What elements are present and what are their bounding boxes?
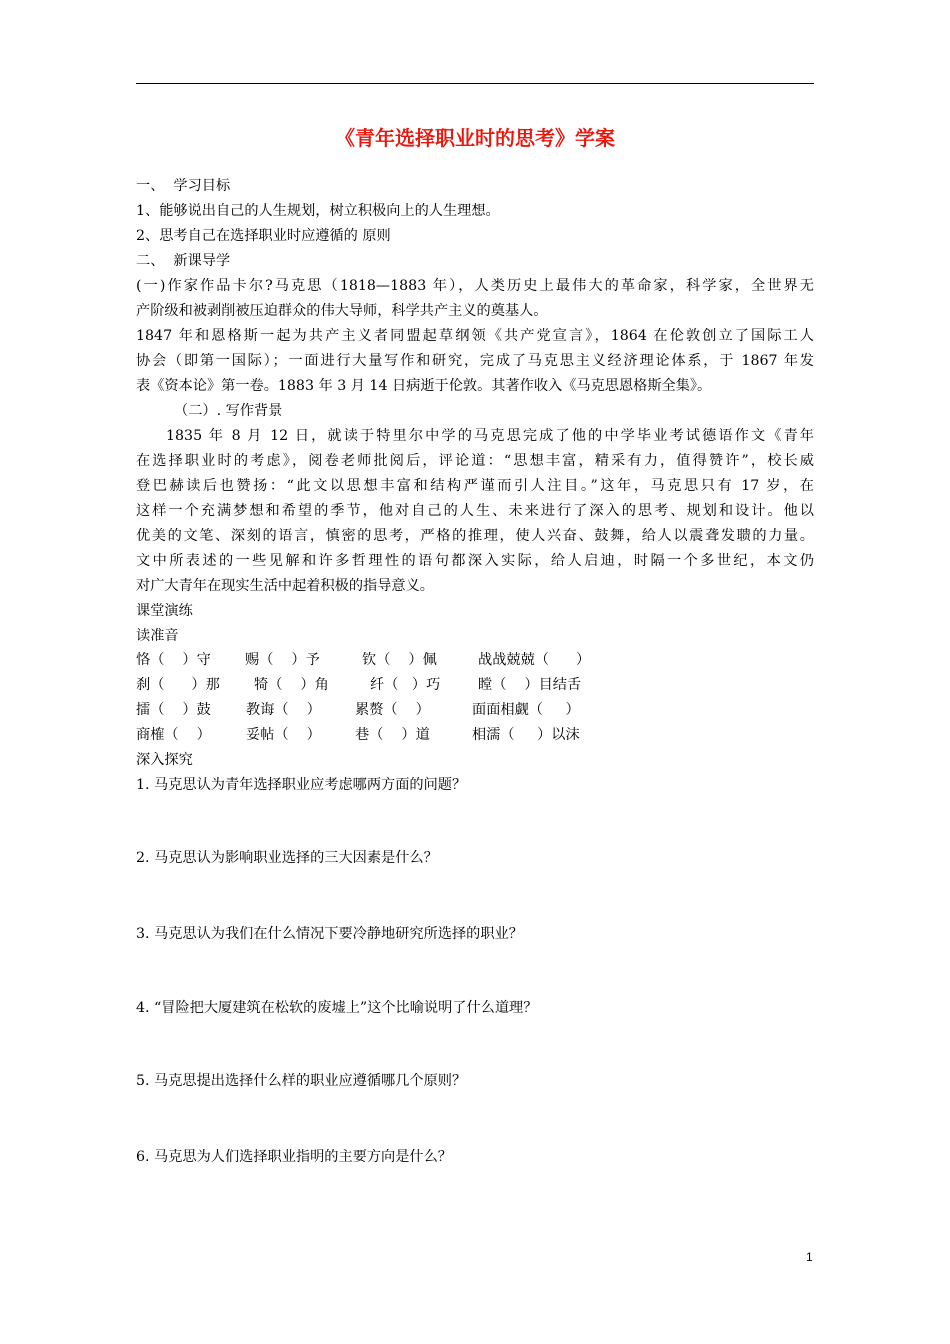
page-number: 1: [806, 1250, 813, 1264]
question-2: 2. 马克思认为影响职业选择的三大因素是什么？: [136, 850, 438, 866]
goals-heading: 一、 学习目标: [136, 178, 231, 194]
pinyin-item: 钦（ ）佩: [362, 652, 437, 668]
pinyin-item: 巷（ ）道: [355, 727, 430, 743]
pinyin-item: 瞠（ ）目结舌: [478, 677, 582, 693]
goal-item: 2、思考自己在选择职业时应遵循的 原则: [136, 228, 391, 244]
author-line: 协会（即第一国际）；一面进行大量写作和研究，完成了马克思主义经济理论体系，于 1867 年发: [136, 353, 814, 369]
background-line: 优美的文笔、深刻的语言，慎密的思考，严格的推理，使人兴奋、鼓舞，给人以震聋发聩的力量。: [136, 528, 814, 544]
pinyin-item: 教诲（ ）: [246, 702, 321, 718]
question-3: 3. 马克思认为我们在什么情况下要冷静地研究所选择的职业？: [136, 926, 523, 942]
author-line: (一)作家作品卡尔?马克思（1818—1883 年），人类历史上最伟大的革命家，科学家，全世界无: [136, 278, 814, 294]
pinyin-item: 恪（ ）守: [136, 652, 211, 668]
pinyin-item: 商榷（ ）: [136, 727, 211, 743]
question-5: 5. 马克思提出选择什么样的职业应遵循哪几个原则？: [136, 1073, 467, 1089]
pinyin-item: 妥帖（ ）: [246, 727, 321, 743]
practice-heading: 课堂演练: [136, 603, 193, 619]
pinyin-item: 累赘（ ）: [355, 702, 430, 718]
background-heading: （二）. 写作背景: [174, 403, 283, 419]
header-rule: [136, 83, 814, 84]
pinyin-item: 赐（ ）予: [245, 652, 320, 668]
goal-item: 1、能够说出自己的人生规划，树立积极向上的人生理想。: [136, 203, 500, 219]
background-line: 文中所表述的一些见解和许多哲理性的语句都深入实际，给人启迪，时隔一个多世纪，本文仍: [136, 553, 814, 569]
pinyin-row: [136, 648, 814, 673]
pinyin-item: 擂（ ）鼓: [136, 702, 211, 718]
pinyin-item: 面面相觑（ ）: [472, 702, 580, 718]
question-4: 4. “冒险把大厦建筑在松软的废墟上”这个比喻说明了什么道理？: [136, 1000, 538, 1016]
question-1: 1. 马克思认为青年选择职业应考虑哪两方面的问题？: [136, 777, 467, 793]
pinyin-row: [136, 698, 814, 723]
pinyin-heading: 读准音: [136, 628, 179, 644]
background-line: 1835 年 8 月 12 日，就读于特里尔中学的马克思完成了他的中学毕业考试德语作文《青年: [166, 428, 814, 444]
pinyin-row: [136, 723, 814, 748]
author-line: 表《资本论》第一卷。1883 年 3 月 14 日病逝于伦敦。其著作收入《马克思恩格斯全集》。: [136, 378, 712, 394]
newlesson-heading: 二、 新课导学: [136, 253, 231, 269]
pinyin-item: 刹（ ）那: [136, 677, 220, 693]
background-line: 在选择职业时的考虑》，阅卷老师批阅后，评论道：“思想丰富，精采有力，值得赞许”，校长威: [136, 453, 814, 469]
pinyin-row: [136, 673, 814, 698]
pinyin-item: 犄（ ）角: [254, 677, 329, 693]
question-6: 6. 马克思为人们选择职业指明的主要方向是什么？: [136, 1149, 452, 1165]
pinyin-item: 战战兢兢（ ）: [478, 652, 591, 668]
background-line: 对广大青年在现实生活中起着积极的指导意义。: [136, 578, 434, 594]
explore-heading: 深入探究: [136, 752, 193, 768]
background-line: 登巴赫读后也赞扬：“此文以思想丰富和结构严谨而引人注目。”这年，马克思只有 17 岁，在: [136, 478, 814, 494]
author-line: 产阶级和被剥削被压迫群众的伟大导师，科学共产主义的奠基人。: [136, 303, 548, 319]
author-line: 1847 年和恩格斯一起为共产主义者同盟起草纲领《共产党宣言》，1864 在伦敦创立了国际工人: [136, 328, 814, 344]
pinyin-item: 相濡（ ）以沫: [472, 727, 580, 743]
pinyin-item: 纤（ ）巧: [370, 677, 441, 693]
page-title: 《青年选择职业时的思考》学案: [335, 126, 615, 150]
background-line: 这样一个充满梦想和希望的季节，他对自己的人生、未来进行了深入的思考、规划和设计。他以: [136, 503, 814, 519]
